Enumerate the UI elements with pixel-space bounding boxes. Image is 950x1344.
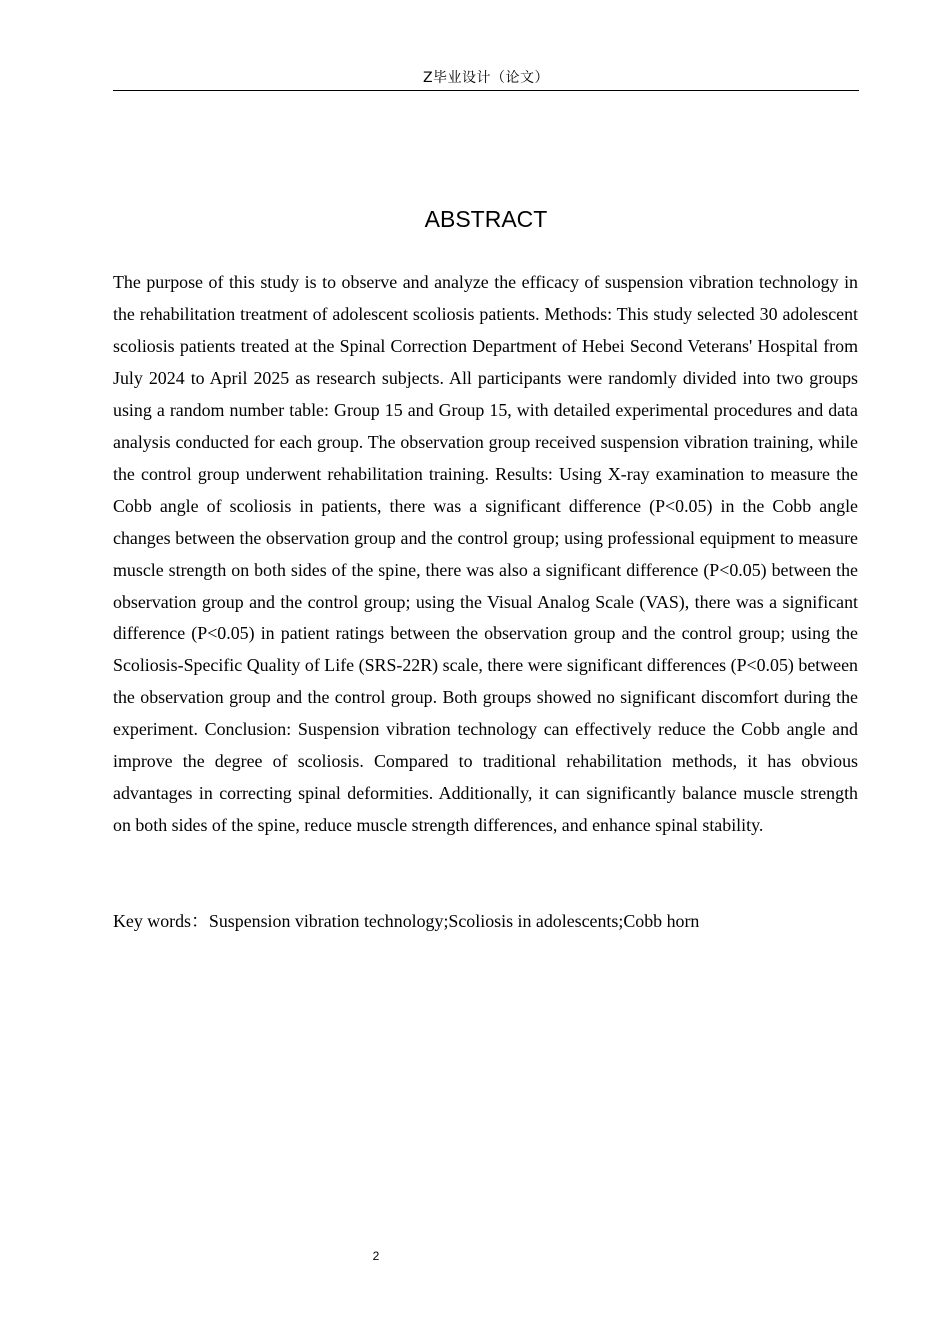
page-header (113, 66, 859, 91)
abstract-body: The purpose of this study is to observe and analyze the efficacy of suspension vibration technology in the rehabilitation treatment of adolescent scoliosis patients. Methods: This study selected 30 adolescent scoliosis patients treated at the Spinal Correction Department of Hebei Second Veterans' Hospital from July 2024 to April 2025 as research subjects. All participants were randomly divided into two groups using a random number table: Group 15 and Group 15, with detailed experimental procedures and data analysis conducted for each group. The observation group received suspension vibration training, while the control group underwent rehabilitation training. Results: Using X-ray examination to measure the Cobb angle of scoliosis in patients, there was a significant difference (P<0.05) in the Cobb angle changes between the observation group and the control group; using professional equipment to measure muscle strength on both sides of the spine, there was also a significant difference (P<0.05) between the observation group and the control group; using the Visual Analog Scale (VAS), there was a significant difference (P<0.05) in patient ratings between the observation group and the control group; using the Scoliosis-Specific Quality of Life (SRS-22R) scale, there were significant differences (P<0.05) between the observation group and the control group. Both groups showed no significant discomfort during the experiment. Conclusion: Suspension vibration technology can effectively reduce the Cobb angle and improve the degree of scoliosis. Compared to traditional rehabilitation methods, it has obvious advantages in correcting spinal deformities. Additionally, it can significantly balance muscle strength on both sides of the spine, reduce muscle strength differences, and enhance spinal stability. (113, 272, 858, 836)
keywords-text: Suspension vibration technology;Scoliosis in adolescents;Cobb horn (208, 911, 700, 931)
abstract-heading: ABSTRACT (424, 206, 548, 232)
keywords-label: Key words： (113, 911, 209, 931)
header-title: Z毕业设计（论文） (422, 70, 550, 86)
page-number: 2 (372, 1249, 380, 1263)
keywords-line (113, 906, 858, 938)
